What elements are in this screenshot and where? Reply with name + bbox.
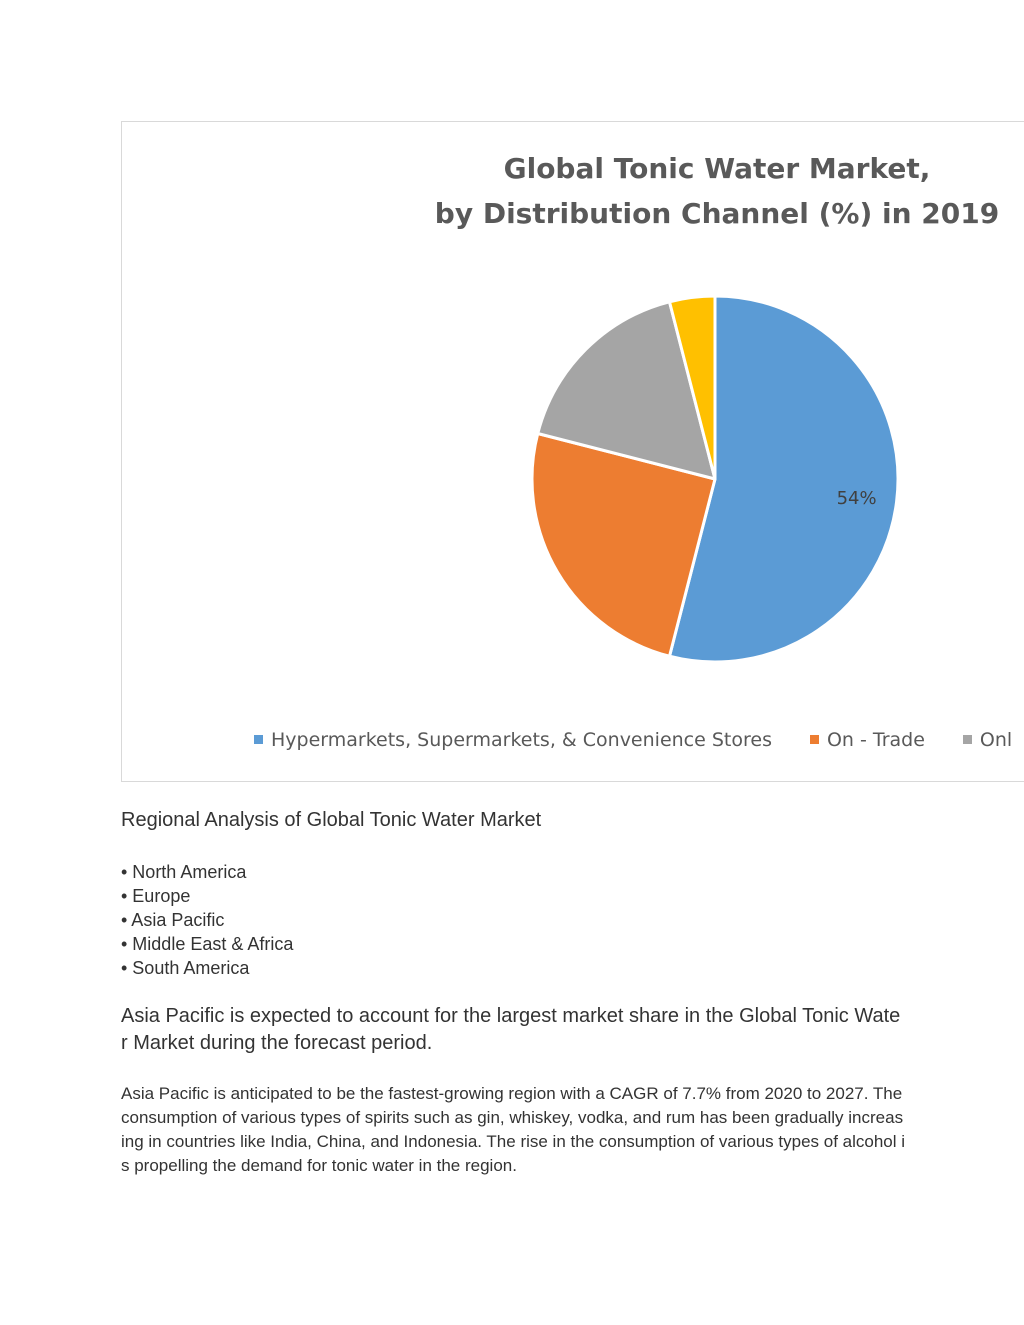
region-item: • Asia Pacific <box>121 910 225 930</box>
body-paragraph: Asia Pacific is anticipated to be the fastest-growing region with a CAGR of 7.7% from 2020 to 2027. The consumption of various types of spirits such as gin, whiskey, vodka, and rum has been gradually increasing in countries like India, China, and Indonesia. The rise in the consumption of various types of alcohol is propelling the demand for tonic water in the region. <box>121 1084 906 1175</box>
region-item: • Europe <box>121 886 191 906</box>
legend-item <box>963 729 1012 751</box>
legend-item <box>810 729 925 751</box>
legend-label: Onl <box>979 729 1013 751</box>
pie-chart <box>122 122 1024 781</box>
pie-data-label: 54% <box>836 487 877 509</box>
chart-title-line-2: by Distribution Channel (%) in 2019 <box>434 197 1000 230</box>
region-list <box>121 860 293 980</box>
region-item: • South America <box>121 958 250 978</box>
chart-title-line-1: Global Tonic Water Market, <box>503 152 931 185</box>
legend-label: On - Trade <box>826 729 925 751</box>
legend-swatch <box>254 735 263 744</box>
region-item: • North America <box>121 862 247 882</box>
legend-swatch <box>963 735 972 744</box>
legend-label: Hypermarkets, Supermarkets, & Convenience Stores <box>271 729 772 751</box>
legend-item <box>254 729 772 751</box>
region-item: • Middle East & Africa <box>121 934 294 954</box>
chart-legend <box>254 729 1024 751</box>
chart-container <box>121 121 1024 782</box>
lead-paragraph: Asia Pacific is expected to account for the largest market share in the Global Tonic Water Market during the forecast period. <box>121 1005 901 1054</box>
legend-swatch <box>810 735 819 744</box>
section-heading: Regional Analysis of Global Tonic Water Market <box>121 809 542 831</box>
